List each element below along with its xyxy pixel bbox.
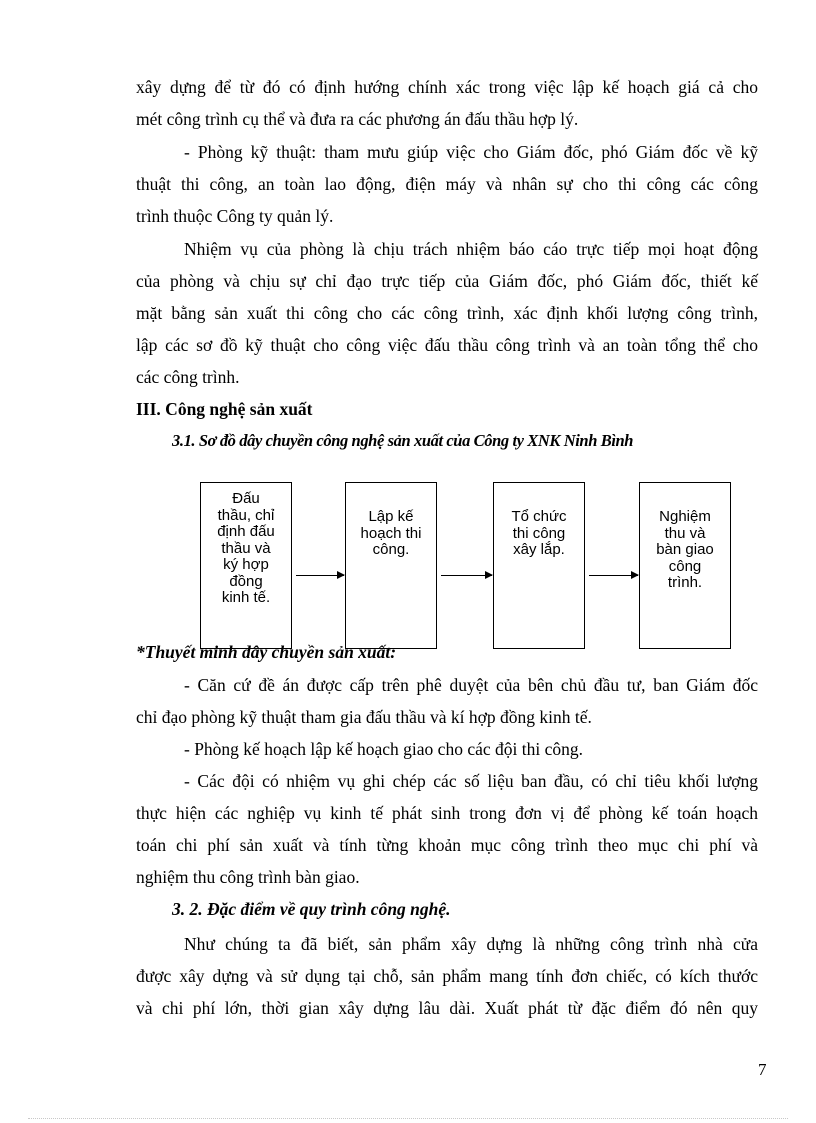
- flow-box-line: công: [668, 557, 702, 575]
- flow-box-planning: [345, 482, 437, 649]
- flow-box-line: bàn giao: [656, 541, 714, 558]
- text-line: Nhiệm vụ của phòng là chịu trách nhiệm báo cáo trực tiếp mọi hoạt động: [184, 239, 758, 259]
- text-line: Như chúng ta đã biết, sản phẩm xây dựng là những công trình nhà cửa: [184, 934, 758, 954]
- paragraph-1: [136, 71, 758, 135]
- text-line: - Các đội có nhiệm vụ ghi chép các số liệu ban đầu, có chỉ tiêu khối lượng: [184, 771, 758, 791]
- text-line: mét công trình cụ thể và đưa ra các phương án đấu thầu hợp lý.: [136, 109, 579, 129]
- text-line: và chi phí lớn, thời gian xây dựng lâu dài. Xuất phát từ đặc điểm đó nên quy: [136, 998, 758, 1018]
- text-line: toán chi phí sản xuất và tính từng khoản mục công trình theo mục chi phí và: [136, 835, 758, 855]
- text-line: lập các sơ đồ kỹ thuật cho công việc đấu thầu công trình và an toàn tổng thể cho: [136, 335, 758, 355]
- paragraph-explain-1: [136, 669, 758, 733]
- explanation-heading: *Thuyết minh dây chuyền sản xuất:: [136, 642, 397, 662]
- flow-arrow-3: [589, 575, 638, 576]
- text-line: thực hiện các nghiệp vụ kinh tế phát sinh trong đơn vị để phòng kế toán hoạch: [136, 803, 758, 823]
- flow-box-line: thi công: [512, 524, 566, 542]
- paragraph-duties: [136, 233, 758, 393]
- flow-box-construction: [493, 482, 585, 649]
- text-line: các công trình.: [136, 367, 240, 387]
- flow-box-line: Nghiệm: [659, 508, 711, 525]
- flow-box-line: đồng: [229, 572, 263, 590]
- flow-box-line: xây lắp.: [513, 541, 565, 558]
- text-line: thuật thi công, an toàn lao động, điện máy và nhân sự cho thi công các công: [136, 174, 758, 194]
- flow-box-line: thu và: [664, 524, 706, 542]
- text-line: trình thuộc Công ty quản lý.: [136, 206, 334, 226]
- flow-box-line: Đấu: [232, 490, 260, 507]
- paragraph-explain-3: [136, 765, 758, 893]
- section-heading: III. Công nghệ sản xuất: [136, 399, 313, 419]
- flow-box-line: ký hợp: [223, 556, 269, 573]
- flow-box-line: định đấu: [217, 523, 275, 540]
- flow-box-bidding: [200, 482, 292, 649]
- flow-box-line: thầu và: [221, 539, 271, 557]
- flow-box-line: Tổ chức: [511, 508, 567, 525]
- flow-box-line: thầu, chỉ: [217, 506, 275, 524]
- flow-box-handover: [639, 482, 731, 649]
- subheading-process-features: 3. 2. Đặc điểm về quy trình công nghệ.: [172, 899, 451, 919]
- text-line: xây dựng để từ đó có định hướng chính xác trong việc lập kế hoạch giá cả cho: [136, 77, 758, 97]
- paragraph-technical-dept: [136, 136, 758, 232]
- text-line: - Căn cứ đề án được cấp trên phê duyệt của bên chủ đầu tư, ban Giám đốc: [184, 675, 758, 695]
- text-line: được xây dựng và sử dụng tại chỗ, sản phẩm mang tính đơn chiếc, có kích thước: [136, 966, 758, 986]
- flow-box-line: công.: [372, 541, 410, 558]
- text-line: nghiệm thu công trình bàn giao.: [136, 867, 360, 887]
- flow-arrow-2: [441, 575, 492, 576]
- flow-box-line: kinh tế.: [221, 589, 271, 606]
- paragraph-process-features: [136, 928, 758, 1024]
- text-line: - Phòng kế hoạch lập kế hoạch giao cho các đội thi công.: [184, 739, 583, 759]
- flow-box-line: Lập kế: [368, 508, 414, 525]
- text-line: - Phòng kỹ thuật: tham mưu giúp việc cho Giám đốc, phó Giám đốc về kỹ: [184, 142, 758, 162]
- flow-box-line: trình.: [667, 574, 703, 591]
- text-line: chỉ đạo phòng kỹ thuật tham gia đấu thầu và kí hợp đồng kinh tế.: [136, 707, 592, 727]
- page-number: 7: [758, 1060, 767, 1079]
- text-line: của phòng và chịu sự chỉ đạo trực tiếp của Giám đốc, phó Giám đốc, thiết kế: [136, 271, 758, 291]
- footer-divider: [28, 1118, 788, 1119]
- subheading-process-diagram: 3.1. Sơ đồ dây chuyền công nghệ sản xuất của Công ty XNK Ninh Bình: [172, 431, 634, 450]
- flow-arrow-1: [296, 575, 344, 576]
- paragraph-explain-2: [136, 733, 758, 765]
- flow-box-line: hoạch thi: [360, 524, 422, 542]
- text-line: mặt bằng sản xuất thi công cho các công trình, xác định khối lượng công trình,: [136, 303, 758, 323]
